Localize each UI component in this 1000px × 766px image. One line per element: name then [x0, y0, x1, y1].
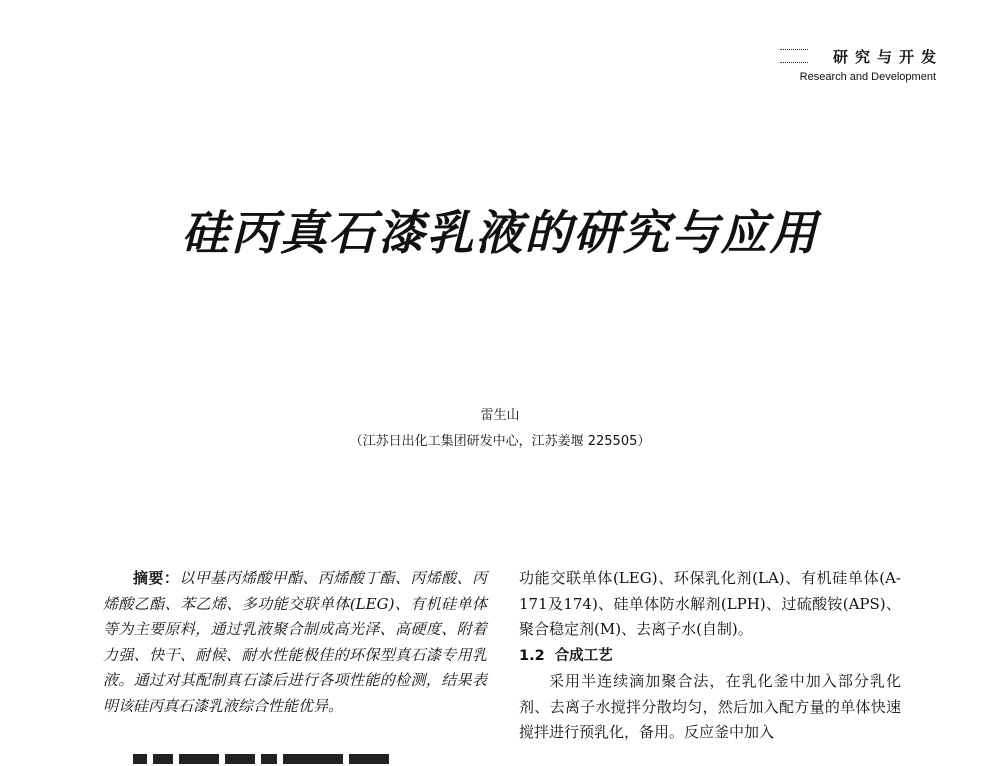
- author-name: 雷生山: [480, 408, 520, 423]
- header-chinese: 研究与开发: [832, 48, 943, 66]
- abstract-text: 以甲基丙烯酸甲酯、丙烯酸丁酯、丙烯酸、丙烯酸乙酯、苯乙烯、多功能交联单体(LEG)、有机硅单体等为主要原料，通过乳液聚合制成高光泽、高硬度、附着力强、快干、耐候、耐水性能极佳的环保型真石漆专用乳液。通过对其配制真石漆后进行各项性能的检测，结果表明该硅丙真石漆乳液综合性能优异。: [103, 569, 487, 715]
- process-paragraph: 采用半连续滴加聚合法，在乳化釜中加入部分乳化剂、去离子水搅拌分散均匀，然后加入配方量的单体快速搅拌进行预乳化，备用。反应釜中加入: [519, 672, 901, 741]
- section-number: 1.2: [519, 647, 545, 664]
- author-affiliation: （江苏日出化工集团研发中心，江苏姜堰 225505）: [349, 434, 651, 449]
- materials-continued: 功能交联单体(LEG)、环保乳化剂(LA)、有机硅单体(A-171及174)、硅单体防水解剂(LPH)、过硫酸铵(APS)、聚合稳定剂(M)、去离子水(自制)。: [519, 569, 901, 638]
- header-dotted-rule: [780, 49, 808, 50]
- abstract-paragraph: [103, 566, 487, 719]
- paper-title: 硅丙真石漆乳液的研究与应用: [181, 206, 819, 261]
- header-dotted-rule: [780, 62, 808, 63]
- section-title: 合成工艺: [554, 647, 613, 664]
- truncated-next-line: [103, 754, 487, 766]
- abstract-label: 摘要：: [133, 569, 180, 587]
- section-heading: [519, 644, 901, 670]
- body-column-right: [519, 566, 901, 746]
- running-header: [746, 46, 943, 83]
- header-english: Research and Development: [799, 71, 936, 83]
- abstract-column: [103, 566, 487, 719]
